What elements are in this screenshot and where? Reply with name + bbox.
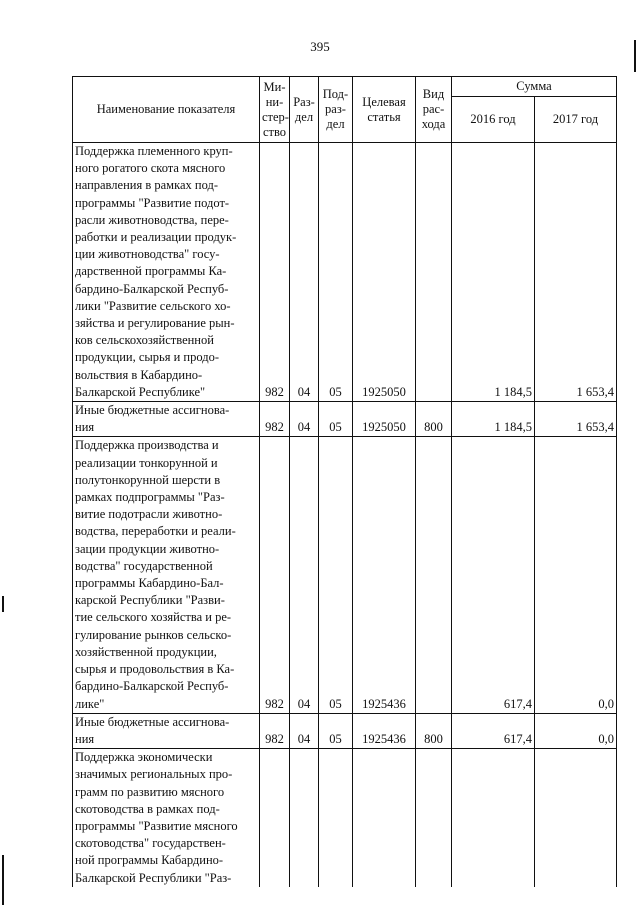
cell-target: 1925050	[353, 402, 416, 437]
cell-target: 1925436	[353, 437, 416, 713]
cell-ministry: 982	[260, 402, 290, 437]
cell-name: Иные бюджетные ассигнова- ния	[73, 402, 260, 437]
cell-expense: 800	[416, 713, 452, 748]
cell-subsection: 05	[319, 402, 353, 437]
table-row	[73, 713, 617, 748]
table-row	[73, 402, 617, 437]
cell-section: 04	[290, 402, 319, 437]
cell-y2016: 617,4	[452, 713, 535, 748]
cell-y2017: 0,0	[535, 713, 617, 748]
header-2016: 2016 год	[452, 97, 535, 143]
budget-table	[72, 76, 617, 887]
cell-y2016: 1 184,5	[452, 143, 535, 402]
page-number: 395	[310, 39, 330, 54]
left-margin-mark-bottom	[2, 855, 4, 905]
header-target: Целевая статья	[353, 77, 416, 143]
cell-expense	[416, 143, 452, 402]
header-sum: Сумма	[452, 77, 617, 97]
header-section: Раз- дел	[290, 77, 319, 143]
cell-y2017: 1 653,4	[535, 143, 617, 402]
cell-name: Поддержка производства и реализации тонкорунной и полутонкорунной шерсти в рамках подпрограммы "Раз- витие подотрасли животно- водства, переработки и реали- зации продукции животно- водства" государственной программы Кабардино-Бал- карской Республики "Разви- тие сельского хозяйства и ре- гулирование рынков сельско- хозяйственной продукции, сырья и продовольствия в Ка- бардино-Балкарской Респуб- лике"	[73, 437, 260, 713]
cell-ministry: 982	[260, 437, 290, 713]
cell-section: 04	[290, 437, 319, 713]
cell-section: 04	[290, 713, 319, 748]
cell-y2017	[535, 749, 617, 887]
cell-name: Поддержка экономически значимых региональных про- грамм по развитию мясного скотоводства в рамках под- программы "Развитие мясного скотоводства" государствен- ной программы Кабардино- Балкарской Республики "Раз-	[73, 749, 260, 887]
cell-target	[353, 749, 416, 887]
header-subsection: Под- раз- дел	[319, 77, 353, 143]
cell-subsection	[319, 749, 353, 887]
header-ministry: Ми- ни- стер- ство	[260, 77, 290, 143]
cell-y2016: 1 184,5	[452, 402, 535, 437]
table-body	[73, 143, 617, 887]
header-expense: Вид рас- хода	[416, 77, 452, 143]
table-row	[73, 749, 617, 887]
cell-y2016	[452, 749, 535, 887]
cell-name: Иные бюджетные ассигнова- ния	[73, 713, 260, 748]
cell-subsection: 05	[319, 713, 353, 748]
cell-expense: 800	[416, 402, 452, 437]
cell-expense	[416, 749, 452, 887]
left-margin-mark-top	[2, 596, 4, 612]
cell-ministry	[260, 749, 290, 887]
header-2017: 2017 год	[535, 97, 617, 143]
cell-ministry: 982	[260, 713, 290, 748]
cell-section	[290, 749, 319, 887]
cell-y2017: 1 653,4	[535, 402, 617, 437]
cell-section: 04	[290, 143, 319, 402]
cell-y2017: 0,0	[535, 437, 617, 713]
cell-target: 1925436	[353, 713, 416, 748]
table-row	[73, 143, 617, 402]
cell-target: 1925050	[353, 143, 416, 402]
table-row	[73, 437, 617, 713]
cell-subsection: 05	[319, 143, 353, 402]
header-name: Наименование показателя	[73, 77, 260, 143]
cell-expense	[416, 437, 452, 713]
cell-y2016: 617,4	[452, 437, 535, 713]
cell-subsection: 05	[319, 437, 353, 713]
cell-name: Поддержка племенного круп- ного рогатого скота мясного направления в рамках под- программы "Развитие подот- расли животноводства, пере- работки и реализации продук- ции животноводства" госу- дарственной программы Ка- бардино-Балкарской Респуб- лики "Развитие сельского хо- зяйства и регулирование рын- ков сельскохозяйственной продукции, сырья и продо- вольствия в Кабардино- Балкарской Республике"	[73, 143, 260, 402]
cell-ministry: 982	[260, 143, 290, 402]
right-margin-mark	[634, 40, 636, 72]
